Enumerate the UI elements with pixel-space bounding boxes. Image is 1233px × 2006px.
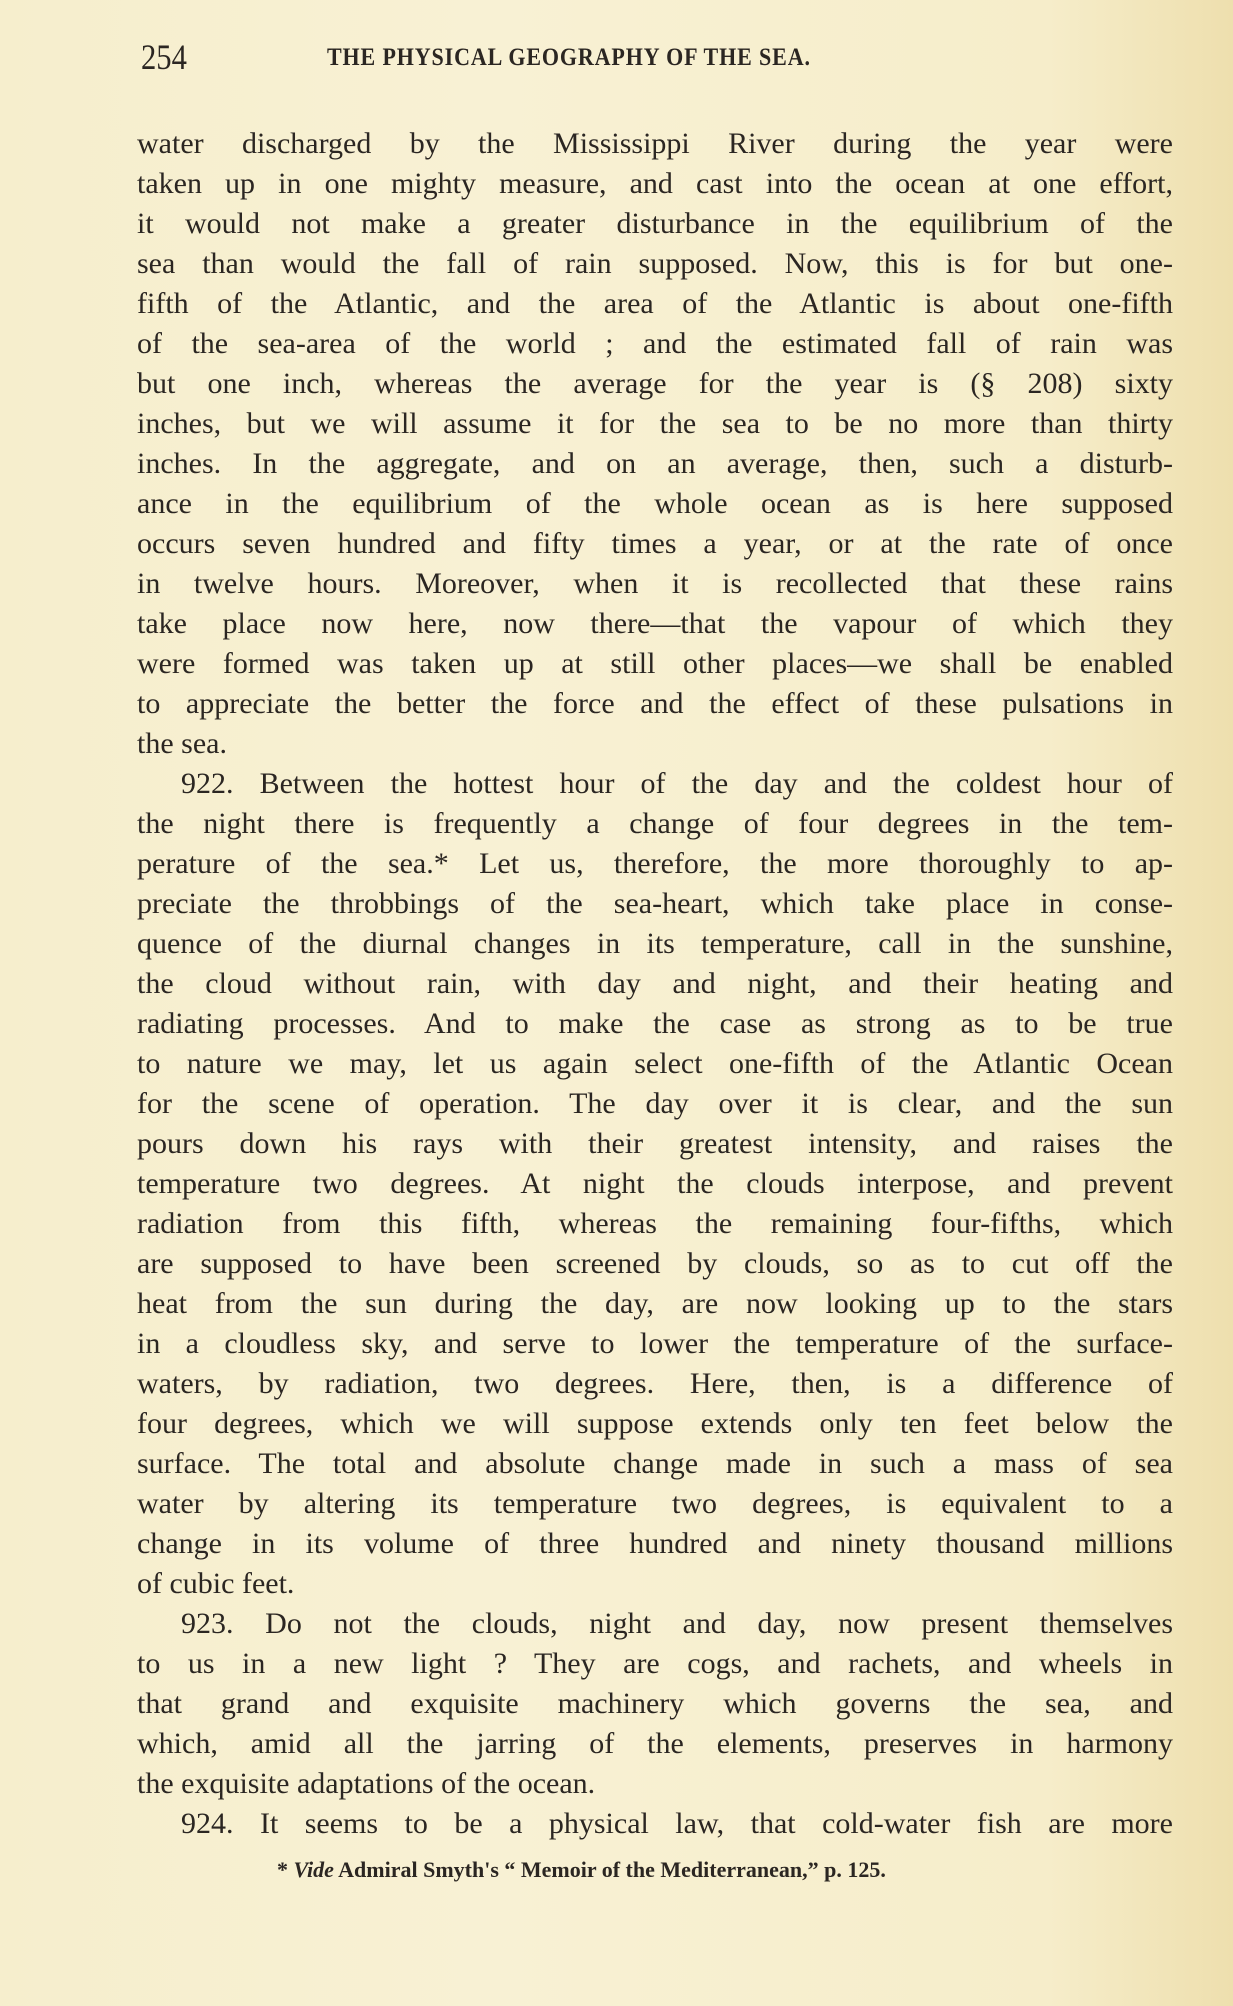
text-line: inches, but we will assume it for the sea to be no more than thirty: [137, 407, 1173, 440]
text-line: radiation from this fifth, whereas the remaining four-fifths, which: [137, 1207, 1173, 1240]
text-line: of the sea-area of the world ; and the estimated fall of rain was: [137, 327, 1173, 360]
text-line: fifth of the Atlantic, and the area of the Atlantic is about one-fifth: [137, 287, 1173, 320]
paragraph: [137, 1604, 1173, 1804]
text-line: 924. It seems to be a physical law, that cold-water fish are more: [181, 1807, 1173, 1840]
footnote-vide: Vide: [293, 1857, 334, 1882]
text-line: temperature two degrees. At night the clouds interpose, and prevent: [137, 1167, 1173, 1200]
text-line: waters, by radiation, two degrees. Here, then, is a difference of: [137, 1367, 1173, 1400]
text-line: ance in the equilibrium of the whole ocean as is here supposed: [137, 487, 1173, 520]
text-line: pours down his rays with their greatest intensity, and raises the: [137, 1127, 1173, 1160]
footnote-text: Admiral Smyth's “ Memoir of the Mediterranean,” p. 125.: [338, 1857, 886, 1882]
text-line: that grand and exquisite machinery which governs the sea, and: [137, 1687, 1173, 1720]
text-line: the exquisite adaptations of the ocean.: [137, 1767, 596, 1800]
text-line: preciate the throbbings of the sea-heart, which take place in conse-: [137, 887, 1173, 920]
text-line: taken up in one mighty measure, and cast into the ocean at one effort,: [137, 167, 1173, 200]
text-line: take place now here, now there—that the vapour of which they: [137, 607, 1173, 640]
text-line: in a cloudless sky, and serve to lower the temperature of the surface-: [137, 1327, 1173, 1360]
text-line: 922. Between the hottest hour of the day and the coldest hour of: [181, 767, 1173, 800]
text-line: quence of the diurnal changes in its temperature, call in the sunshine,: [137, 927, 1173, 960]
text-line: four degrees, which we will suppose extends only ten feet below the: [137, 1407, 1173, 1440]
text-line: are supposed to have been screened by clouds, so as to cut off the: [137, 1247, 1173, 1280]
text-line: surface. The total and absolute change made in such a mass of sea: [137, 1447, 1173, 1480]
text-line: the cloud without rain, with day and night, and their heating and: [137, 967, 1173, 1000]
paragraph: [137, 1804, 1173, 1844]
text-line: it would not make a greater disturbance in the equilibrium of the: [137, 207, 1173, 240]
text-line: sea than would the fall of rain supposed. Now, this is for but one-: [137, 247, 1173, 280]
text-line: of cubic feet.: [137, 1567, 295, 1600]
footnote-marker: *: [277, 1857, 288, 1882]
text-line: perature of the sea.* Let us, therefore, the more thoroughly to ap-: [137, 847, 1173, 880]
text-line: water by altering its temperature two degrees, is equivalent to a: [137, 1487, 1173, 1520]
body-text: [137, 124, 1173, 1844]
text-line: for the scene of operation. The day over it is clear, and the sun: [137, 1087, 1173, 1120]
paragraph: [137, 764, 1173, 1604]
text-line: change in its volume of three hundred and ninety thousand millions: [137, 1527, 1173, 1560]
page-number: 254: [141, 37, 187, 77]
text-line: radiating processes. And to make the case as strong as to be true: [137, 1007, 1173, 1040]
paragraph: [137, 124, 1173, 764]
running-title: THE PHYSICAL GEOGRAPHY OF THE SEA.: [327, 44, 811, 71]
text-line: but one inch, whereas the average for the year is (§ 208) sixty: [137, 367, 1173, 400]
text-line: in twelve hours. Moreover, when it is recollected that these rains: [137, 567, 1173, 600]
text-line: to appreciate the better the force and the effect of these pulsations in: [137, 687, 1173, 720]
page-header: [137, 36, 1173, 86]
text-line: inches. In the aggregate, and on an average, then, such a disturb-: [137, 447, 1173, 480]
text-line: water discharged by the Mississippi River during the year were: [137, 127, 1173, 160]
text-line: were formed was taken up at still other places—we shall be enabled: [137, 647, 1173, 680]
text-line: to us in a new light ? They are cogs, and rachets, and wheels in: [137, 1647, 1173, 1680]
text-line: heat from the sun during the day, are now looking up to the stars: [137, 1287, 1173, 1320]
text-line: the night there is frequently a change of four degrees in the tem-: [137, 807, 1173, 840]
text-line: to nature we may, let us again select one-fifth of the Atlantic Ocean: [137, 1047, 1173, 1080]
footnote: [277, 1857, 886, 1883]
text-line: the sea.: [137, 727, 227, 760]
text-line: occurs seven hundred and fifty times a year, or at the rate of once: [137, 527, 1173, 560]
text-line: which, amid all the jarring of the elements, preserves in harmony: [137, 1727, 1173, 1760]
text-line: 923. Do not the clouds, night and day, now present themselves: [181, 1607, 1173, 1640]
